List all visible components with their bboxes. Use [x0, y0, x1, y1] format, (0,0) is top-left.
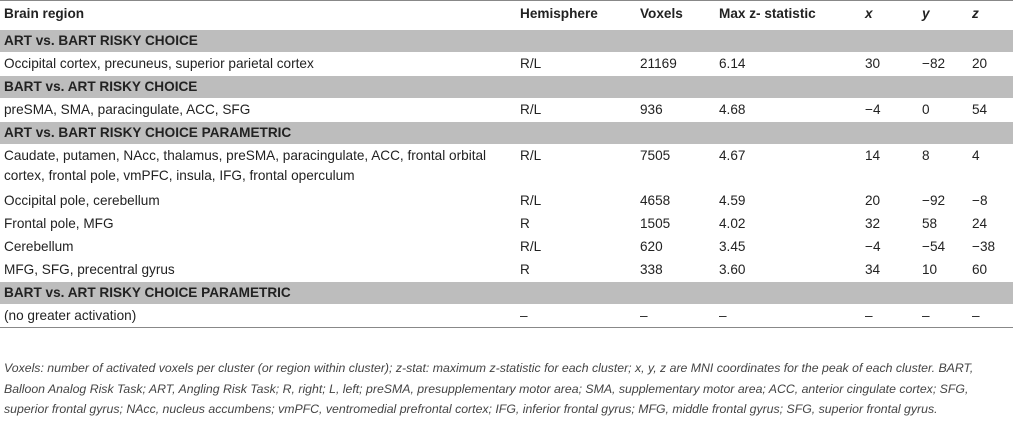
header-brain-region: Brain region — [4, 6, 85, 21]
cell-hemisphere: R — [520, 262, 530, 277]
table-row — [0, 235, 1013, 258]
cell-z: 60 — [972, 262, 988, 277]
cell-y: – — [918, 304, 968, 328]
cell-hemisphere: R — [520, 216, 530, 231]
cell-hemisphere: R/L — [520, 102, 542, 117]
header-z: z — [972, 6, 979, 21]
cell-y: 10 — [922, 262, 938, 277]
cell-region: preSMA, SMA, paracingulate, ACC, SFG — [4, 102, 251, 117]
cell-region: MFG, SFG, precentral gyrus — [4, 262, 175, 277]
table-row — [0, 52, 1013, 76]
cell-x: 14 — [865, 148, 881, 163]
cell-x: −4 — [865, 239, 881, 254]
cell-x: 34 — [865, 262, 881, 277]
cell-voxels: 620 — [640, 239, 663, 254]
cell-y: −82 — [922, 56, 946, 71]
section-title: BART vs. ART RISKY CHOICE PARAMETRIC — [0, 282, 1013, 305]
cell-z: −8 — [972, 193, 988, 208]
header-voxels: Voxels — [640, 6, 683, 21]
cell-hemisphere: R/L — [520, 56, 542, 71]
cell-voxels: 338 — [640, 262, 663, 277]
cell-max-z: 3.60 — [719, 262, 746, 277]
cell-hemisphere: R/L — [520, 193, 542, 208]
cell-y: 0 — [922, 102, 930, 117]
cell-x: 30 — [865, 56, 881, 71]
header-y: y — [922, 6, 930, 21]
cell-voxels: 7505 — [640, 148, 671, 163]
cell-z: −38 — [972, 239, 996, 254]
cell-region: Caudate, putamen, NAcc, thalamus, preSMA, paracingulate, ACC, frontal orbital cortex, frontal pole, vmPFC, insula, IFG, frontal operculum — [4, 148, 487, 183]
section-title: ART vs. BART RISKY CHOICE PARAMETRIC — [0, 122, 1013, 145]
section-row — [0, 282, 1013, 305]
table-footnote: Voxels: number of activated voxels per cluster (or region within cluster); z-stat: maximum z-statistic for each cluster; x, y, z are MNI coordinates for the peak of each cluster. BART, Balloon Analog Risk Task; ART, Angling Risk Task; R, right; L, left; preSMA, presupplementary motor area; SMA, supplementary motor area; ACC, anterior cingulate cortex; SFG, superior frontal gyrus; NAcc, nucleus accumbens; vmPFC, ventromedial prefrontal cortex; IFG, inferior frontal gyrus; MFG, middle frontal gyrus; SFG, superior frontal gyrus. — [4, 361, 974, 416]
cell-z: 4 — [972, 148, 980, 163]
cell-y: −92 — [922, 193, 946, 208]
cell-voxels: 1505 — [640, 216, 671, 231]
cell-voxels: 936 — [640, 102, 663, 117]
cell-region: Occipital pole, cerebellum — [4, 193, 160, 208]
cell-x: – — [861, 304, 918, 328]
cell-y: 8 — [922, 148, 930, 163]
table-row — [0, 98, 1013, 122]
cell-max-z: 6.14 — [719, 56, 746, 71]
cell-z: – — [968, 304, 1013, 328]
section-row — [0, 30, 1013, 53]
section-row — [0, 122, 1013, 145]
table-row — [0, 144, 1013, 189]
section-row — [0, 76, 1013, 99]
cell-voxels: 4658 — [640, 193, 671, 208]
section-title: ART vs. BART RISKY CHOICE — [0, 30, 1013, 53]
table-row — [0, 212, 1013, 235]
cell-y: −54 — [922, 239, 946, 254]
cell-x: 20 — [865, 193, 881, 208]
cell-z: 20 — [972, 56, 988, 71]
header-max-z: Max z- statistic — [719, 6, 816, 21]
cell-hemisphere: – — [516, 304, 636, 328]
cell-x: 32 — [865, 216, 881, 231]
header-hemisphere: Hemisphere — [520, 6, 598, 21]
cell-max-z: 4.59 — [719, 193, 746, 208]
table-row — [0, 189, 1013, 212]
cell-region: Cerebellum — [4, 239, 74, 254]
cell-region: Frontal pole, MFG — [4, 216, 114, 231]
table-row — [0, 304, 1013, 328]
cell-z: 54 — [972, 102, 988, 117]
cell-hemisphere: R/L — [520, 148, 542, 163]
cell-voxels: 21169 — [640, 56, 677, 71]
cell-x: −4 — [865, 102, 881, 117]
cell-max-z: 4.68 — [719, 102, 746, 117]
cell-y: 58 — [922, 216, 938, 231]
header-row — [0, 1, 1013, 30]
cell-region: (no greater activation) — [0, 304, 516, 328]
cell-max-z: – — [715, 304, 861, 328]
cell-z: 24 — [972, 216, 988, 231]
cell-max-z: 3.45 — [719, 239, 746, 254]
cell-max-z: 4.02 — [719, 216, 746, 231]
cell-voxels: – — [636, 304, 715, 328]
table-row — [0, 258, 1013, 282]
cell-hemisphere: R/L — [520, 239, 542, 254]
header-x: x — [865, 6, 873, 21]
cell-max-z: 4.67 — [719, 148, 746, 163]
cell-region: Occipital cortex, precuneus, superior parietal cortex — [4, 56, 314, 71]
section-title: BART vs. ART RISKY CHOICE — [0, 76, 1013, 99]
